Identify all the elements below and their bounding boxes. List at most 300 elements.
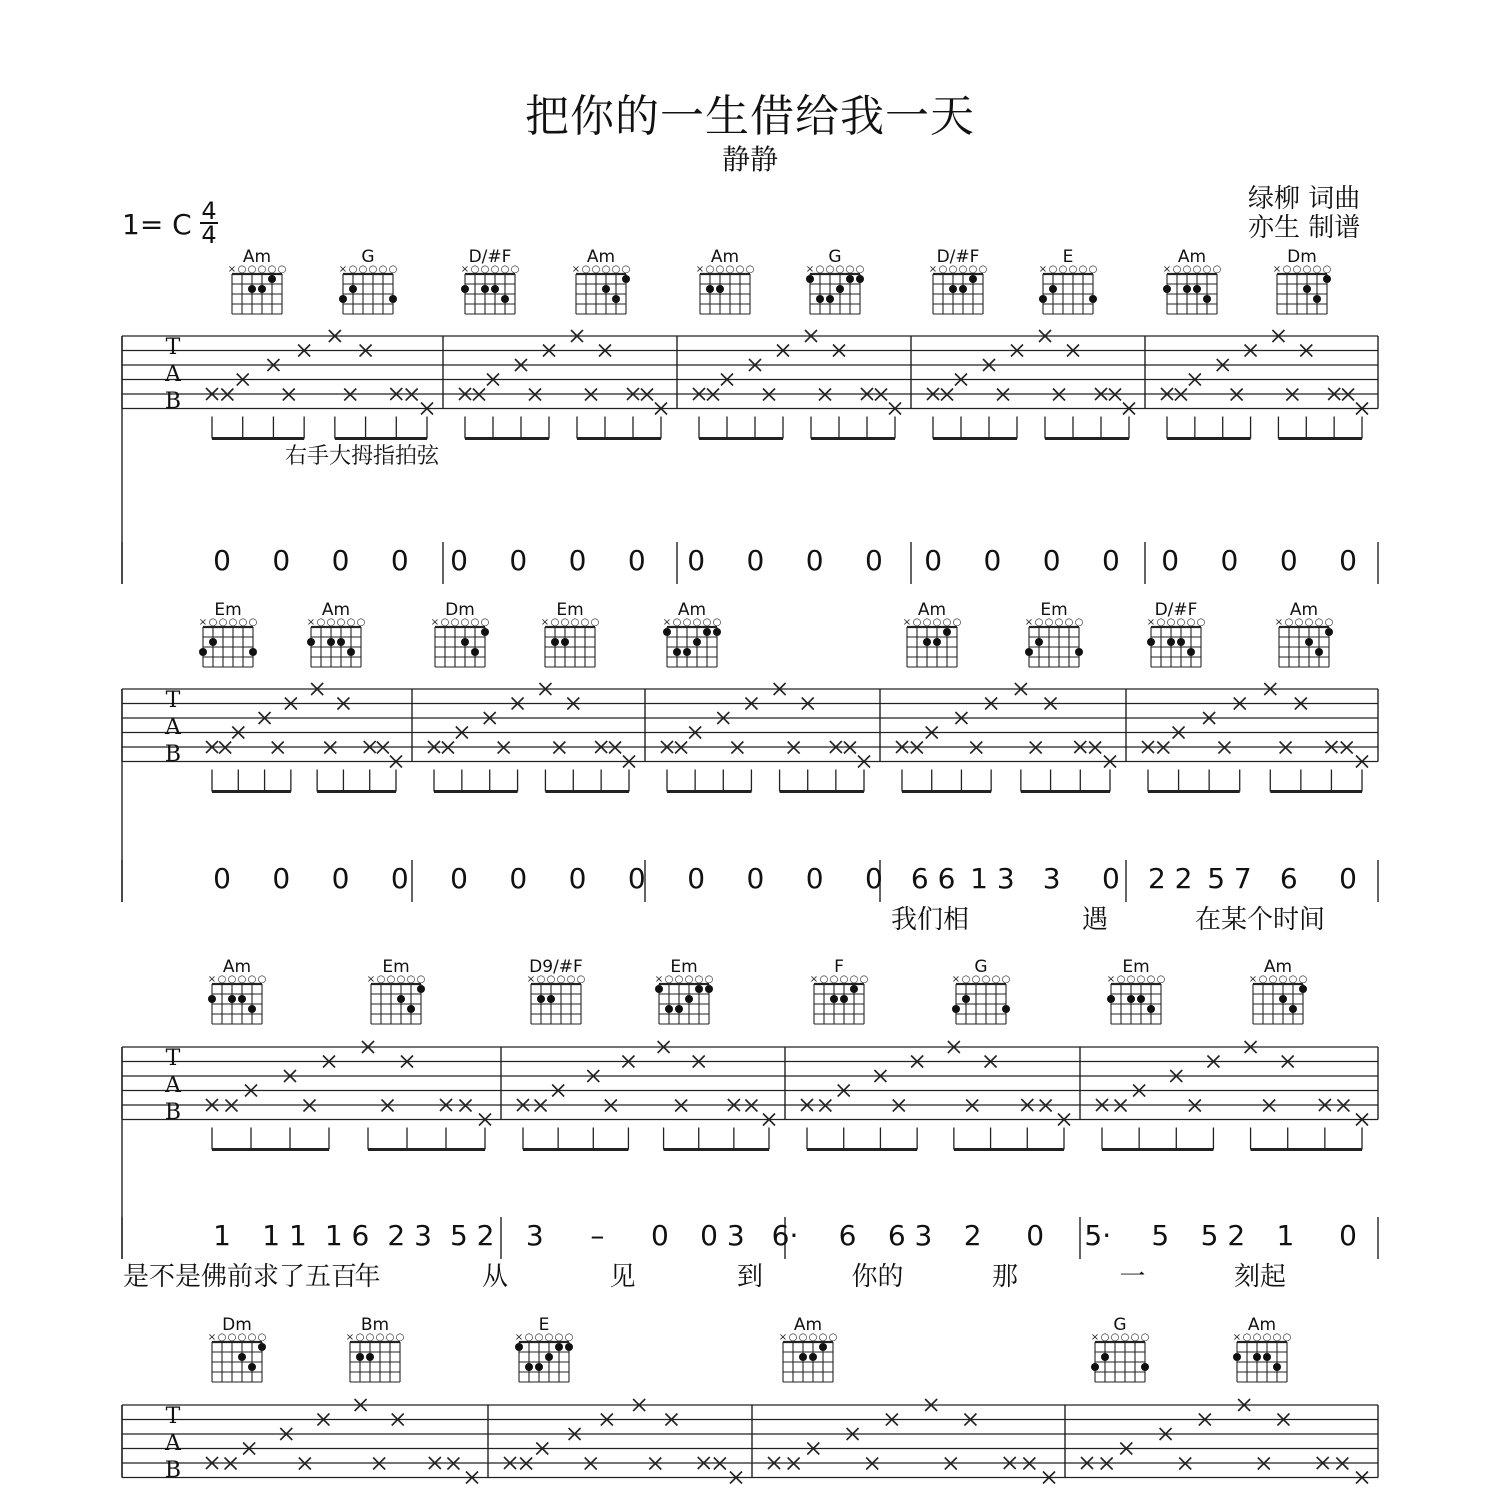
- chord-open-mark: ○: [1304, 617, 1314, 628]
- chord-open-mark: ○: [1088, 264, 1098, 275]
- chord-open-mark: ○: [1130, 1332, 1140, 1343]
- chord-open-mark: ○: [1252, 1332, 1262, 1343]
- chord-open-mark: ○: [406, 974, 416, 985]
- chord-open-mark: ○: [1044, 617, 1054, 628]
- chord-name: Em: [382, 957, 410, 977]
- chord-dot: [602, 285, 610, 293]
- chord-open-mark: ×: [1038, 264, 1048, 275]
- chord-open-mark: ○: [715, 264, 725, 275]
- jianpu-note: 0: [687, 862, 706, 895]
- chord-open-mark: ×: [460, 264, 470, 275]
- jianpu-note: 0: [450, 544, 468, 577]
- chord-dot: [850, 985, 858, 993]
- chord-diagram: [307, 600, 366, 667]
- chord-open-mark: ○: [396, 974, 406, 985]
- chord-open-mark: ○: [247, 264, 257, 275]
- chord-name: G: [361, 247, 375, 267]
- tab-clef-letter: B: [164, 742, 182, 767]
- lyric-text: 到: [736, 1262, 764, 1292]
- chord-dot: [1163, 285, 1171, 293]
- jianpu-note: 0: [924, 544, 943, 577]
- chord-diagram: [431, 600, 490, 667]
- chord-open-mark: ○: [248, 617, 258, 628]
- chord-open-mark: ○: [554, 1332, 564, 1343]
- chord-open-mark: ○: [388, 264, 398, 275]
- chord-open-mark: ×: [1024, 617, 1034, 628]
- chord-open-mark: ×: [1106, 974, 1116, 985]
- chord-dot: [481, 285, 489, 293]
- chord-open-mark: ×: [514, 1332, 524, 1343]
- chord-open-mark: ○: [1116, 974, 1126, 985]
- chord-dot: [703, 628, 711, 636]
- chord-dot: [673, 648, 681, 656]
- chord-name: Em: [1040, 600, 1068, 620]
- chord-dot: [1025, 648, 1033, 656]
- chord-dot: [663, 628, 671, 636]
- chord-open-mark: ○: [460, 617, 470, 628]
- chord-open-mark: ○: [705, 264, 715, 275]
- chord-dot: [389, 295, 397, 303]
- chord-dot: [327, 638, 335, 646]
- chord-diagram: [228, 247, 287, 314]
- chord-open-mark: ○: [1140, 1332, 1150, 1343]
- chord-dot: [1137, 995, 1145, 1003]
- chord-open-mark: ○: [395, 1332, 405, 1343]
- chord-open-mark: ○: [365, 1332, 375, 1343]
- chord-open-mark: ○: [961, 974, 971, 985]
- chord-dot: [349, 285, 357, 293]
- jianpu-note: 0: [331, 862, 350, 895]
- chord-dot: [816, 295, 824, 303]
- chord-open-mark: ○: [1126, 974, 1136, 985]
- lyric-text: 我们相: [890, 905, 970, 935]
- chord-diagram: [541, 600, 600, 667]
- jianpu-note: 6 3: [887, 1219, 933, 1252]
- chord-open-mark: ×: [1146, 617, 1156, 628]
- chord-open-mark: ○: [788, 1332, 798, 1343]
- lyric-text: 年: [354, 1262, 381, 1292]
- chord-open-mark: ○: [981, 974, 991, 985]
- chord-open-mark: ○: [386, 974, 396, 985]
- chord-open-mark: ○: [208, 617, 218, 628]
- chord-open-mark: ×: [809, 974, 819, 985]
- tab-clef-letter: B: [164, 389, 182, 414]
- chord-open-mark: ×: [338, 264, 348, 275]
- tab-clef-letter: A: [165, 362, 181, 387]
- jianpu-note: 0: [1026, 1219, 1045, 1252]
- chord-open-mark: ○: [356, 617, 366, 628]
- chord-dot: [706, 285, 714, 293]
- jianpu-note: 0: [650, 1219, 669, 1252]
- jianpu-note: 0: [1161, 544, 1180, 577]
- jianpu-note: 3: [1042, 862, 1061, 895]
- jianpu-note: 0: [509, 544, 528, 577]
- lyric-text: 一: [1119, 1262, 1146, 1292]
- chord-dot: [1299, 985, 1307, 993]
- chord-dot: [1279, 995, 1287, 1003]
- chord-dot: [943, 628, 951, 636]
- jianpu-note: 1 1: [262, 1219, 307, 1252]
- chord-dot: [461, 285, 469, 293]
- chord-open-mark: ○: [247, 1332, 257, 1343]
- chord-open-mark: ○: [510, 264, 520, 275]
- jianpu-note: 0: [390, 862, 409, 895]
- chord-open-mark: ○: [217, 1332, 227, 1343]
- chord-name: Am: [321, 600, 351, 620]
- system-1: [122, 247, 1378, 584]
- jianpu-note: 0 3: [700, 1219, 745, 1252]
- jianpu-note: 0: [1339, 862, 1357, 895]
- chord-name: D/#F: [936, 247, 980, 267]
- chord-dot: [612, 295, 620, 303]
- chord-diagram: [1163, 247, 1222, 314]
- jianpu-note: 5·: [1084, 1219, 1112, 1252]
- chord-open-mark: ○: [1282, 264, 1292, 275]
- chord-dot: [238, 1353, 246, 1361]
- chord-dot: [268, 275, 276, 283]
- chord-open-mark: ×: [207, 974, 217, 985]
- chord-open-mark: ○: [237, 264, 247, 275]
- jianpu-note: 0: [746, 544, 765, 577]
- chord-name: Am: [793, 1315, 823, 1335]
- chord-dot: [675, 1005, 683, 1013]
- chord-open-mark: ○: [674, 974, 684, 985]
- jianpu-note: 2 3: [387, 1219, 432, 1252]
- chord-dot: [819, 1343, 827, 1351]
- chord-open-mark: ○: [978, 264, 988, 275]
- song-title: 把你的一生借给我一天: [525, 91, 975, 142]
- chord-open-mark: ○: [450, 617, 460, 628]
- jianpu-note: 6 6: [910, 862, 956, 895]
- chord-dot: [1039, 295, 1047, 303]
- chord-name: Am: [586, 247, 616, 267]
- chord-open-mark: ○: [228, 617, 238, 628]
- chord-dot: [933, 638, 941, 646]
- chord-dot: [665, 1005, 673, 1013]
- chord-dot: [1147, 1005, 1155, 1013]
- jianpu-note: 5 2: [1200, 1219, 1246, 1252]
- chord-open-mark: ○: [1258, 974, 1268, 985]
- chord-dot: [1263, 1353, 1271, 1361]
- chord-diagram: [527, 957, 586, 1024]
- chord-dot: [525, 1363, 533, 1371]
- chord-open-mark: ○: [470, 617, 480, 628]
- chord-open-mark: ○: [735, 264, 745, 275]
- chord-open-mark: ○: [1001, 974, 1011, 985]
- chord-open-mark: ○: [1172, 264, 1182, 275]
- credit-tab: 亦生 制谱: [1248, 213, 1361, 243]
- chord-open-mark: ×: [366, 974, 376, 985]
- chord-open-mark: ○: [336, 617, 346, 628]
- chord-dot: [1253, 1353, 1261, 1361]
- chord-name: Bm: [360, 1315, 390, 1335]
- chord-open-mark: ○: [1292, 264, 1302, 275]
- chord-open-mark: ○: [257, 974, 267, 985]
- jianpu-note: 1: [1276, 1219, 1295, 1252]
- chord-open-mark: ○: [1278, 974, 1288, 985]
- chord-open-mark: ○: [368, 264, 378, 275]
- chord-dot: [347, 648, 355, 656]
- chord-dot: [228, 995, 236, 1003]
- lyric-text: 在某个时间: [1194, 905, 1326, 935]
- chord-diagram: [367, 957, 426, 1024]
- chord-diagram: [208, 957, 267, 1024]
- chord-diagram: [339, 247, 398, 314]
- jianpu-note: 0: [1102, 544, 1120, 577]
- chord-open-mark: ○: [922, 617, 932, 628]
- chord-diagram: [1273, 247, 1332, 314]
- chord-open-mark: ○: [277, 264, 287, 275]
- jianpu-note: 1: [213, 1219, 231, 1252]
- chord-open-mark: ○: [1196, 617, 1206, 628]
- chord-open-mark: ○: [590, 617, 600, 628]
- chord-open-mark: ○: [704, 974, 714, 985]
- chord-open-mark: ○: [544, 1332, 554, 1343]
- chord-dot: [209, 638, 217, 646]
- chord-open-mark: ○: [480, 264, 490, 275]
- chord-open-mark: ○: [819, 974, 829, 985]
- chord-open-mark: ○: [1202, 264, 1212, 275]
- artist-name: 静静: [721, 143, 778, 176]
- chord-diagram: [929, 247, 988, 314]
- chord-open-mark: ○: [217, 974, 227, 985]
- jianpu-note: 5: [1151, 1219, 1170, 1252]
- chord-open-mark: ○: [1074, 617, 1084, 628]
- chord-dot: [1089, 295, 1097, 303]
- chord-open-mark: ○: [570, 617, 580, 628]
- chord-name: D/#F: [468, 247, 512, 267]
- chord-name: Am: [222, 957, 252, 977]
- chord-dot: [1183, 285, 1191, 293]
- chord-diagram: [1091, 1315, 1150, 1382]
- chord-dot: [547, 995, 555, 1003]
- chord-dot: [356, 1353, 364, 1361]
- chord-open-mark: ○: [1048, 264, 1058, 275]
- chord-name: Am: [1247, 1315, 1277, 1335]
- chord-open-mark: ○: [591, 264, 601, 275]
- chord-open-mark: ○: [316, 617, 326, 628]
- chord-open-mark: ×: [654, 974, 664, 985]
- chord-open-mark: ○: [556, 974, 566, 985]
- chord-open-mark: ○: [1314, 617, 1324, 628]
- chord-dot: [1315, 648, 1323, 656]
- chord-open-mark: ○: [536, 974, 546, 985]
- tab-clef-letter: T: [165, 1046, 181, 1071]
- chord-diagram: [346, 1315, 405, 1382]
- chord-name: Am: [710, 247, 740, 267]
- chord-dot: [1177, 638, 1185, 646]
- jianpu-note: 6: [1279, 862, 1298, 895]
- chord-open-mark: ○: [912, 617, 922, 628]
- jianpu-note: 1 3: [970, 862, 1015, 895]
- jianpu-note: 0: [272, 862, 291, 895]
- chord-name: Am: [1263, 957, 1293, 977]
- chord-dot: [923, 638, 931, 646]
- chord-open-mark: ○: [1322, 264, 1332, 275]
- chord-open-mark: ○: [859, 974, 869, 985]
- jianpu-note: 0: [568, 544, 587, 577]
- lyric-text: 遇: [1081, 905, 1109, 935]
- jianpu-note: 0: [864, 862, 883, 895]
- chord-open-mark: ○: [1068, 264, 1078, 275]
- chord-open-mark: ○: [818, 1332, 828, 1343]
- chord-dot: [199, 648, 207, 656]
- chord-open-mark: ○: [490, 264, 500, 275]
- chord-open-mark: ○: [855, 264, 865, 275]
- chord-name: E: [1062, 247, 1074, 267]
- chord-open-mark: ×: [1162, 264, 1172, 275]
- chord-open-mark: ×: [902, 617, 912, 628]
- chord-diagram: [1275, 600, 1334, 667]
- chord-open-mark: ×: [778, 1332, 788, 1343]
- chord-diagram: [1249, 957, 1308, 1024]
- chord-name: G: [828, 247, 842, 267]
- jianpu-note: 0: [805, 544, 824, 577]
- jianpu-note: 2: [963, 1219, 982, 1252]
- chord-dot: [407, 1005, 415, 1013]
- chord-diagram: [515, 1315, 574, 1382]
- chord-dot: [962, 995, 970, 1003]
- chord-open-mark: ○: [326, 617, 336, 628]
- jianpu-note: 5 7: [1207, 862, 1252, 895]
- chord-open-mark: ○: [1282, 1332, 1292, 1343]
- chord-open-mark: ○: [1166, 617, 1176, 628]
- chord-open-mark: ○: [524, 1332, 534, 1343]
- chord-dot: [693, 638, 701, 646]
- chord-dot: [1002, 1005, 1010, 1013]
- chord-dot: [1101, 1353, 1109, 1361]
- chord-diagram: [655, 957, 714, 1024]
- chord-open-mark: ×: [662, 617, 672, 628]
- jianpu-note: 0: [983, 544, 1002, 577]
- chord-open-mark: ×: [1274, 617, 1284, 628]
- chord-open-mark: ○: [712, 617, 722, 628]
- chord-open-mark: ○: [828, 1332, 838, 1343]
- chord-open-mark: ○: [227, 974, 237, 985]
- chord-open-mark: ○: [1272, 1332, 1282, 1343]
- chord-open-mark: ○: [1100, 1332, 1110, 1343]
- lyric-text: 那: [991, 1262, 1019, 1292]
- jianpu-note: 0: [272, 544, 291, 577]
- chord-open-mark: ○: [694, 974, 704, 985]
- jianpu-note: 0: [687, 544, 706, 577]
- chord-diagram: [1233, 1315, 1292, 1382]
- tab-clef-letter: B: [164, 1100, 182, 1125]
- chord-open-mark: ×: [951, 974, 961, 985]
- credit-lyrics: 绿柳 词曲: [1248, 184, 1361, 214]
- chord-diagram: [1147, 600, 1206, 667]
- chord-open-mark: ×: [571, 264, 581, 275]
- chord-open-mark: ○: [672, 617, 682, 628]
- chord-open-mark: ○: [1136, 974, 1146, 985]
- chord-dot: [713, 628, 721, 636]
- jianpu-note: 1 6: [324, 1219, 370, 1252]
- tab-clef-letter: B: [164, 1458, 182, 1483]
- chord-diagram: [1025, 600, 1084, 667]
- chord-open-mark: ○: [1312, 264, 1322, 275]
- chord-dot: [949, 285, 957, 293]
- chord-name: Dm: [1287, 247, 1317, 267]
- jianpu-note: 0: [864, 544, 883, 577]
- time-signature-top: 4: [201, 197, 217, 225]
- chord-open-mark: ○: [829, 974, 839, 985]
- jianpu-note: 2 2: [1147, 862, 1193, 895]
- chord-open-mark: ○: [664, 974, 674, 985]
- chord-open-mark: ○: [1156, 974, 1166, 985]
- chord-dot: [1305, 638, 1313, 646]
- chord-dot: [1049, 285, 1057, 293]
- chord-open-mark: ○: [546, 974, 556, 985]
- chord-open-mark: ○: [942, 617, 952, 628]
- chord-open-mark: ○: [257, 264, 267, 275]
- chord-open-mark: ○: [808, 1332, 818, 1343]
- chord-open-mark: ○: [692, 617, 702, 628]
- chord-dot: [248, 1005, 256, 1013]
- chord-open-mark: ×: [540, 617, 550, 628]
- chord-open-mark: ○: [385, 1332, 395, 1343]
- chord-dot: [683, 648, 691, 656]
- chord-dot: [1167, 638, 1175, 646]
- chord-dot: [555, 1343, 563, 1351]
- chord-diagram: [810, 957, 869, 1024]
- chord-open-mark: ○: [576, 974, 586, 985]
- chord-open-mark: ○: [534, 1332, 544, 1343]
- jianpu-note: 0: [627, 862, 646, 895]
- chord-dot: [1273, 1363, 1281, 1371]
- jianpu-note: 0: [746, 862, 765, 895]
- chord-open-mark: ×: [306, 617, 316, 628]
- chord-dot: [535, 1363, 543, 1371]
- chord-open-mark: ○: [849, 974, 859, 985]
- chord-dot: [208, 995, 216, 1003]
- chord-open-mark: ○: [932, 617, 942, 628]
- jianpu-note: 0: [213, 862, 231, 895]
- chord-dot: [1193, 285, 1201, 293]
- chord-dot: [537, 995, 545, 1003]
- chord-dot: [397, 995, 405, 1003]
- chord-open-mark: ○: [991, 974, 1001, 985]
- chord-open-mark: ○: [348, 264, 358, 275]
- chord-dot: [952, 1005, 960, 1013]
- chord-dot: [1323, 275, 1331, 283]
- chord-open-mark: ○: [560, 617, 570, 628]
- chord-open-mark: ○: [564, 1332, 574, 1343]
- chord-open-mark: ○: [1324, 617, 1334, 628]
- chord-dot: [830, 995, 838, 1003]
- chord-diagram: [208, 1315, 267, 1382]
- chord-open-mark: ○: [1146, 974, 1156, 985]
- chord-dot: [258, 1343, 266, 1351]
- lyric-text: 从: [481, 1262, 509, 1292]
- chord-dot: [1141, 1363, 1149, 1371]
- chord-diagram: [199, 600, 258, 667]
- chord-open-mark: ○: [958, 264, 968, 275]
- chord-open-mark: ○: [238, 617, 248, 628]
- chord-open-mark: ×: [1272, 264, 1282, 275]
- chord-open-mark: ○: [1288, 974, 1298, 985]
- jianpu-note: 6·: [771, 1219, 799, 1252]
- chord-dot: [846, 275, 854, 283]
- chord-open-mark: ○: [247, 974, 257, 985]
- tab-clef-letter: A: [165, 1431, 181, 1456]
- system-4: [122, 1315, 1378, 1484]
- jianpu-note: 0: [509, 862, 528, 895]
- chord-name: Em: [670, 957, 698, 977]
- chord-name: Dm: [222, 1315, 252, 1335]
- time-signature-bottom: 4: [201, 221, 217, 249]
- system-2: [122, 600, 1378, 935]
- chord-open-mark: ○: [237, 974, 247, 985]
